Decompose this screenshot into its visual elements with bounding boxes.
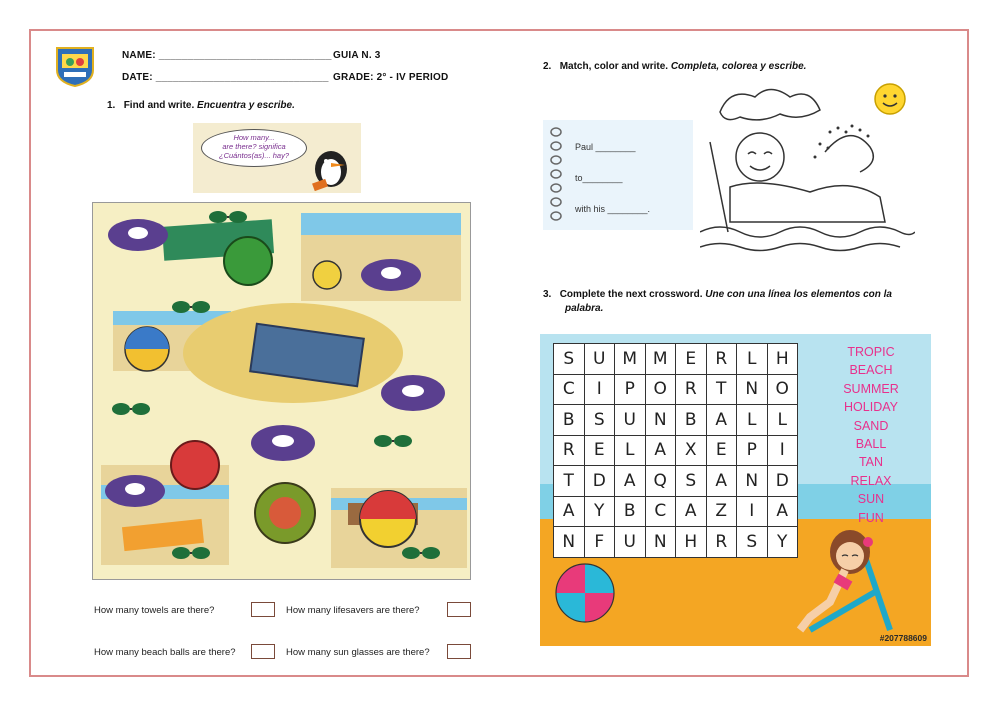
- grid-cell[interactable]: C: [645, 496, 676, 527]
- name-field[interactable]: NAME: ______________________________: [122, 50, 332, 61]
- coloring-picture: [700, 82, 915, 257]
- sentence-card: [543, 120, 693, 230]
- exercise1-title-es: Encuentra y escribe.: [197, 100, 295, 111]
- grid-cell[interactable]: N: [645, 527, 676, 558]
- grid-row: [554, 527, 798, 558]
- exercise1-title: [107, 100, 295, 111]
- grid-cell[interactable]: I: [767, 435, 798, 466]
- grid-cell[interactable]: R: [554, 435, 585, 466]
- penguin-icon: [305, 139, 357, 191]
- exercise2-title-es: Completa, colorea y escribe.: [670, 61, 807, 72]
- grid-cell[interactable]: L: [737, 405, 768, 436]
- bubble-line-3: ¿Cuántos(as)... hay?: [218, 151, 290, 160]
- grid-cell[interactable]: M: [615, 344, 646, 375]
- grid-cell[interactable]: L: [615, 435, 646, 466]
- spiral-binding-icon: [549, 124, 563, 228]
- exercise3-number: 3.: [543, 289, 552, 300]
- word-list-item: SUN: [857, 492, 885, 507]
- word-list-item: HOLIDAY: [844, 400, 898, 415]
- grid-cell[interactable]: A: [676, 496, 707, 527]
- speech-bubble-panel: [193, 123, 361, 193]
- lifesaver-icon: [251, 425, 315, 461]
- bubble-line-2: are there? significa: [222, 142, 286, 151]
- grid-cell[interactable]: I: [737, 496, 768, 527]
- answer-sunglasses[interactable]: [447, 644, 471, 659]
- word-list-item: TROPIC: [847, 345, 895, 359]
- answer-beach-balls[interactable]: [251, 644, 275, 659]
- grid-row: [554, 405, 798, 436]
- beach-picture: [92, 202, 471, 580]
- grid-cell[interactable]: R: [676, 374, 707, 405]
- grid-cell[interactable]: A: [615, 466, 646, 497]
- grid-cell[interactable]: M: [645, 344, 676, 375]
- question-lifesavers: How many lifesavers are there?: [286, 605, 420, 616]
- exercise1-title-en: Find and write.: [123, 100, 195, 111]
- bubble-line-1: How many...: [233, 133, 275, 142]
- grid-cell[interactable]: L: [737, 344, 768, 375]
- grid-cell[interactable]: T: [554, 466, 585, 497]
- exercise3-title-es-1: Une con una línea los elementos con la: [705, 289, 892, 300]
- word-list-item: TAN: [858, 455, 884, 470]
- grid-row: [554, 496, 798, 527]
- sun-icon: [875, 84, 905, 114]
- grid-cell[interactable]: D: [584, 466, 615, 497]
- question-beach-balls: How many beach balls are there?: [94, 647, 236, 658]
- lifesaver-icon: [381, 375, 445, 411]
- grid-cell[interactable]: D: [767, 466, 798, 497]
- grid-cell[interactable]: B: [676, 405, 707, 436]
- word-list-item: SUMMER: [843, 381, 899, 396]
- speech-bubble: [201, 129, 307, 167]
- grid-row: [554, 466, 798, 497]
- grid-cell[interactable]: H: [767, 344, 798, 375]
- grid-cell[interactable]: X: [676, 435, 707, 466]
- grid-cell[interactable]: B: [615, 496, 646, 527]
- grid-cell[interactable]: A: [554, 496, 585, 527]
- exercise1-number: 1.: [107, 100, 116, 111]
- crossword-panel: [540, 334, 931, 646]
- grid-cell[interactable]: F: [584, 527, 615, 558]
- grid-cell[interactable]: H: [676, 527, 707, 558]
- grid-cell[interactable]: N: [645, 405, 676, 436]
- exercise2-number: 2.: [543, 61, 552, 72]
- lifesaver-icon: [108, 219, 168, 251]
- question-towels: How many towels are there?: [94, 605, 215, 616]
- grid-cell[interactable]: Q: [645, 466, 676, 497]
- guide-number: GUIA N. 3: [333, 50, 381, 61]
- grid-cell[interactable]: A: [645, 435, 676, 466]
- girl-sunbathing-icon: [790, 522, 910, 640]
- sentence-line-1[interactable]: Paul ________: [575, 142, 636, 152]
- word-list-item: FUN: [858, 510, 884, 525]
- grid-cell[interactable]: E: [676, 344, 707, 375]
- word-list: [825, 343, 917, 527]
- stock-image-id: #207788609: [879, 633, 927, 643]
- grid-cell[interactable]: A: [706, 405, 737, 436]
- exercise3-title-es-2: palabra.: [565, 303, 604, 314]
- grid-cell[interactable]: U: [615, 405, 646, 436]
- exercise3-title: [543, 288, 933, 316]
- grid-cell[interactable]: U: [615, 527, 646, 558]
- grid-cell[interactable]: L: [767, 405, 798, 436]
- grid-cell[interactable]: R: [706, 344, 737, 375]
- exercise2-title: [543, 61, 806, 72]
- sentence-line-2[interactable]: to________: [575, 173, 623, 183]
- grid-cell[interactable]: Y: [767, 527, 798, 558]
- school-logo: [52, 42, 98, 88]
- lifesaver-icon: [105, 475, 165, 507]
- grid-cell[interactable]: C: [554, 374, 585, 405]
- sunglasses-icon: [209, 211, 247, 223]
- sunglasses-icon: [112, 403, 150, 415]
- grid-cell[interactable]: S: [584, 405, 615, 436]
- grid-cell[interactable]: Z: [706, 496, 737, 527]
- exercise3-title-en: Complete the next crossword.: [559, 289, 703, 300]
- grid-cell[interactable]: N: [737, 466, 768, 497]
- grid-cell[interactable]: P: [615, 374, 646, 405]
- grid-cell[interactable]: T: [706, 374, 737, 405]
- grid-cell[interactable]: R: [706, 527, 737, 558]
- word-list-item: BEACH: [849, 363, 893, 378]
- grid-cell[interactable]: S: [554, 344, 585, 375]
- grid-cell[interactable]: S: [737, 527, 768, 558]
- word-list-item: SAND: [853, 418, 889, 433]
- word-list-item: RELAX: [850, 473, 892, 488]
- word-list-item: BALL: [855, 437, 887, 452]
- grade-period: GRADE: 2° - IV PERIOD: [333, 72, 449, 83]
- grid-cell[interactable]: A: [706, 466, 737, 497]
- date-field[interactable]: DATE: ______________________________: [122, 72, 329, 83]
- grid-cell[interactable]: E: [584, 435, 615, 466]
- answer-towels[interactable]: [251, 602, 275, 617]
- lifesaver-icon: [361, 259, 421, 291]
- grid-cell[interactable]: B: [554, 405, 585, 436]
- grid-cell[interactable]: A: [767, 496, 798, 527]
- sentence-line-3[interactable]: with his ________.: [575, 204, 651, 214]
- word-search-grid: [553, 343, 798, 558]
- grid-row: [554, 344, 798, 375]
- question-sunglasses: How many sun glasses are there?: [286, 647, 430, 658]
- grid-cell[interactable]: P: [737, 435, 768, 466]
- grid-cell[interactable]: S: [676, 466, 707, 497]
- answer-lifesavers[interactable]: [447, 602, 471, 617]
- exercise2-title-en: Match, color and write.: [559, 61, 669, 72]
- grid-row: [554, 374, 798, 405]
- grid-cell[interactable]: I: [584, 374, 615, 405]
- grid-cell[interactable]: N: [554, 527, 585, 558]
- sunglasses-icon: [374, 435, 412, 447]
- grid-cell[interactable]: N: [737, 374, 768, 405]
- grid-cell[interactable]: U: [584, 344, 615, 375]
- beach-ball-icon: [554, 562, 616, 624]
- grid-cell[interactable]: E: [706, 435, 737, 466]
- grid-cell[interactable]: O: [645, 374, 676, 405]
- grid-cell[interactable]: Y: [584, 496, 615, 527]
- grid-cell[interactable]: O: [767, 374, 798, 405]
- grid-row: [554, 435, 798, 466]
